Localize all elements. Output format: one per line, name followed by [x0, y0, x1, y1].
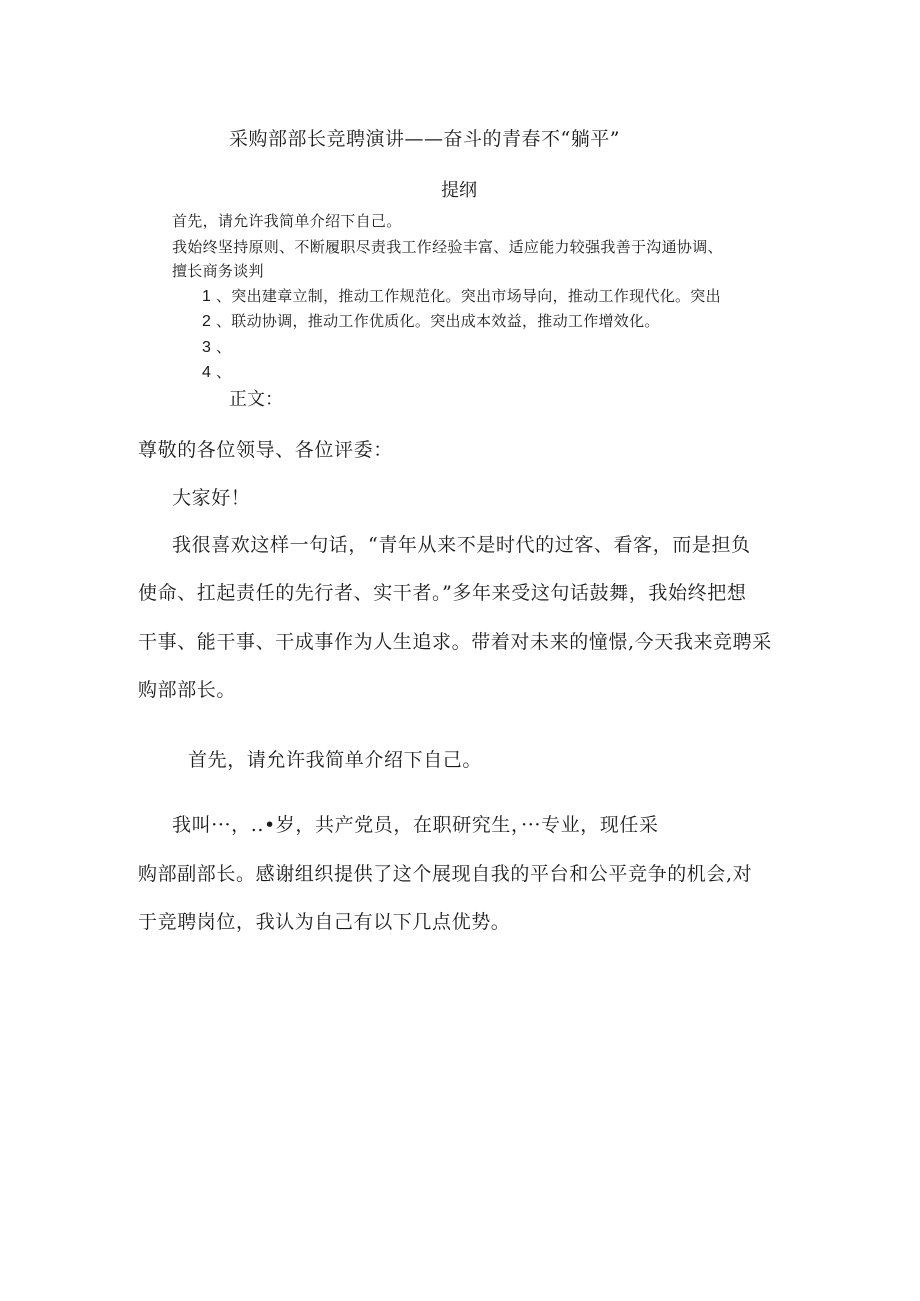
outline-line-3: 擅长商务谈判	[172, 262, 264, 280]
outline-item-number: 2	[202, 313, 212, 330]
paragraph-1-line-3: 干事、能干事、干成事作为人生追求。带着对未来的憧憬,今天我来竞聘采	[138, 631, 772, 653]
outline-heading: 提纲	[441, 180, 477, 201]
outline-item-number: 1	[202, 288, 212, 305]
outline-item-number: 4	[202, 364, 212, 381]
paragraph-1-line-4: 购部部长。	[138, 679, 237, 701]
outline-item-text: 、	[216, 338, 232, 356]
paragraph-2-line-3: 于竞聘岗位，我认为自己有以下几点优势。	[138, 911, 511, 933]
outline-item-3	[202, 336, 231, 357]
outline-line-2: 我始终坚持原则、不断履职尽责我工作经验丰富、适应能力较强我善于沟通协调、	[172, 238, 723, 256]
paragraph-1-line-1: 我很喜欢这样一句话，“青年从来不是时代的过客、看客，而是担负	[172, 534, 751, 556]
outline-line-1: 首先，请允许我简单介绍下自己。	[172, 212, 402, 230]
outline-item-1	[202, 285, 721, 306]
outline-item-text: 、突出建章立制，推动工作规范化。突出市场导向，推动工作现代化。突出	[216, 287, 721, 305]
document-title: 采购部部长竞聘演讲——奋斗的青春不“躺平”	[229, 128, 620, 150]
outline-item-text: 、	[216, 363, 232, 381]
paragraph-2-line-2: 购部副部长。感谢组织提供了这个展现自我的平台和公平竞争的机会,对	[138, 863, 753, 885]
outline-item-text: 、联动协调，推动工作优质化。突出成本效益，推动工作增效化。	[216, 312, 660, 330]
body-heading: 正文：	[229, 389, 283, 410]
paragraph-2-line-1: 我叫···，..•岁，共产党员，在职研究生，···专业，现任采	[172, 814, 659, 836]
salutation: 尊敬的各位领导、各位评委：	[138, 439, 393, 461]
outline-item-number: 3	[202, 339, 212, 356]
greeting: 大家好！	[172, 487, 251, 509]
self-intro-heading: 首先，请允许我简单介绍下自己。	[188, 749, 483, 771]
paragraph-1-line-2: 使命、扛起责任的先行者、实干者。”多年来受这句话鼓舞，我始终把想	[138, 582, 747, 604]
outline-item-4	[202, 361, 231, 382]
outline-item-2	[202, 310, 660, 331]
